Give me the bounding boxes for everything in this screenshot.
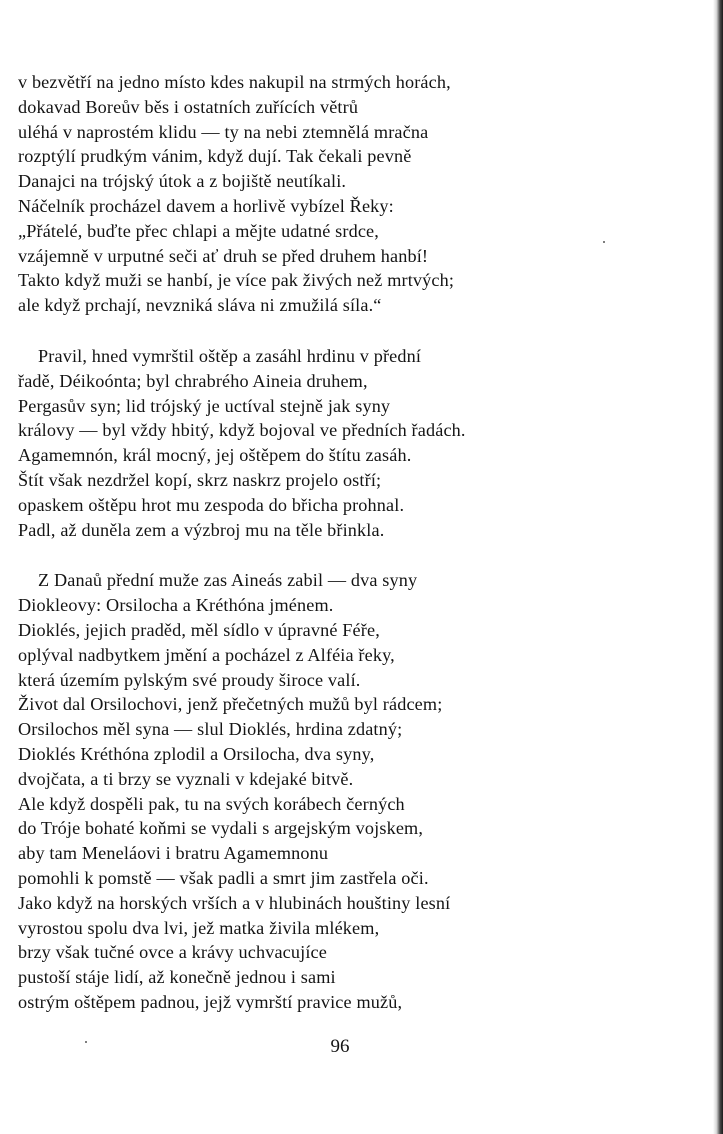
- text-line: uléhá v naprostém klidu — ty na nebi ztemnělá mračna: [18, 121, 429, 142]
- page-edge-shadow: [713, 0, 723, 1134]
- text-line: Orsilochos měl syna — slul Dioklés, hrdina zdatný;: [18, 719, 403, 740]
- text-line: aby tam Meneláovi i bratru Agamemnonu: [18, 843, 329, 864]
- text-line: ostrým oštěpem padnou, jejž vymrští pravice mužů,: [18, 991, 403, 1012]
- text-line: Život dal Orsilochovi, jenž přečetných mužů byl rádcem;: [18, 694, 443, 715]
- text-line: Štít však nezdržel kopí, skrz naskrz projelo ostří;: [18, 469, 382, 490]
- text-line: řadě, Déikoónta; byl chrabrého Aineia druhem,: [18, 370, 368, 391]
- text-line: Padl, až duněla zem a výzbroj mu na těle břinkla.: [18, 519, 385, 540]
- poem-text: [18, 70, 658, 1041]
- text-line: rozptýlí prudkým vánim, když dují. Tak čekali pevně: [18, 146, 412, 167]
- text-line: vyrostou spolu dva lvi, jež matka živila mlékem,: [18, 917, 380, 938]
- text-line: brzy však tučné ovce a krávy uchvacujíce: [18, 942, 327, 963]
- text-line: Jako když na horských vrších a v hlubinách houštiny lesní: [18, 892, 451, 913]
- paper-speck: [603, 241, 605, 243]
- text-line: do Tróje bohaté koňmi se vydali s argejským vojskem,: [18, 818, 424, 839]
- text-line: Z Danaů přední muže zas Aineás zabil — dva syny: [38, 570, 418, 591]
- text-line: pustoší stáje lidí, až konečně jednou i sami: [18, 967, 336, 988]
- text-line: Agamemnón, král mocný, jej oštěpem do štítu zasáh.: [18, 445, 412, 466]
- text-line: Takto když muži se hanbí, je více pak živých než mrtvých;: [18, 270, 455, 291]
- text-line: Pravil, hned vymrštil oštěp a zasáhl hrdinu v přední: [38, 345, 422, 366]
- text-line: pomohli k pomstě — však padli a smrt jim zastřela oči.: [18, 867, 429, 888]
- text-line: opaskem oštěpu hrot mu zespoda do břicha prohnal.: [18, 494, 405, 515]
- text-line: vzájemně v urputné seči ať druh se před druhem hanbí!: [18, 245, 429, 266]
- stanza-3: [18, 568, 658, 1014]
- text-line: dvojčata, a ti brzy se vyznali v kdejaké bitvě.: [18, 768, 354, 789]
- text-line: Diokleovy: Orsilocha a Kréthóna jménem.: [18, 595, 334, 616]
- text-line: královy — byl vždy hbitý, když bojoval ve předních řadách.: [18, 420, 466, 441]
- text-line: dokavad Boreův běs i ostatních zuřících větrů: [18, 96, 359, 117]
- text-line: Danajci na trójský útok a z bojiště neutíkali.: [18, 171, 347, 192]
- text-line: Pergasův syn; lid trójský je uctíval stejně jak syny: [18, 395, 391, 416]
- page-number: 96: [330, 1036, 350, 1057]
- stanza-1: [18, 70, 658, 318]
- text-line: Ale když dospěli pak, tu na svých korábech černých: [18, 793, 405, 814]
- text-line: ale když prchají, nevzniká sláva ni zmužilá síla.“: [18, 295, 382, 316]
- text-line: v bezvětří na jedno místo kdes nakupil na strmých horách,: [18, 72, 451, 92]
- text-line: „Přátelé, buďte přec chlapi a mějte udatné srdce,: [18, 220, 379, 241]
- stanza-2: [18, 344, 658, 542]
- text-line: Náčelník procházel davem a horlivě vybízel Řeky:: [18, 195, 394, 216]
- text-line: oplýval nadbytkem jmění a pocházel z Alféia řeky,: [18, 644, 395, 665]
- text-line: která územím pylským své proudy široce valí.: [18, 669, 361, 690]
- text-line: Dioklés Kréthóna zplodil a Orsilocha, dva syny,: [18, 743, 375, 764]
- text-line: Dioklés, jejich praděd, měl sídlo v úpravné Féře,: [18, 619, 380, 640]
- paper-speck: [85, 1041, 87, 1043]
